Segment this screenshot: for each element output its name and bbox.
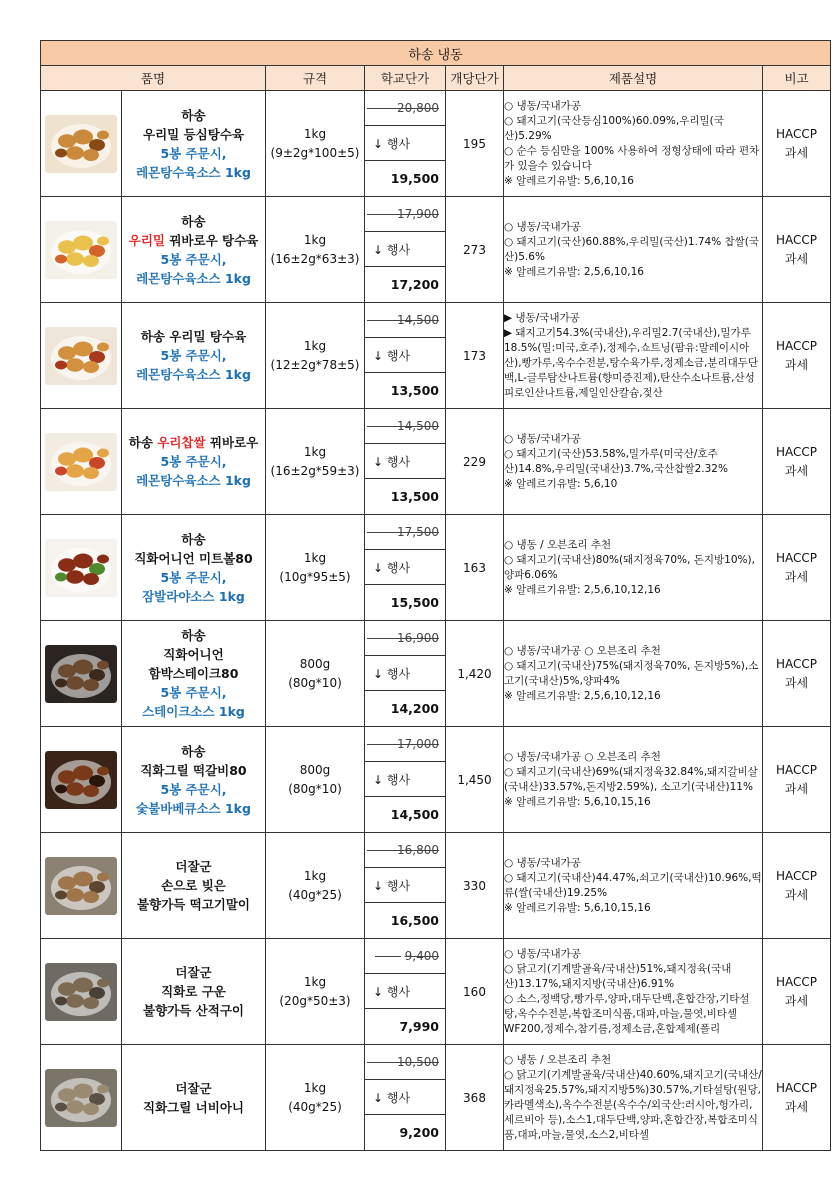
product-name-line: 5봉 주문시,: [160, 685, 227, 700]
sale-price: 14,200: [390, 701, 439, 716]
spec-line: 800g: [299, 762, 331, 777]
description-line: ※ 알레르기유발: 5,6,10,16: [504, 174, 634, 187]
product-spec: [266, 1045, 365, 1151]
product-spec: [266, 727, 365, 833]
product-description: [504, 197, 763, 303]
spec-line: 1kg: [303, 126, 327, 141]
school-price: [365, 727, 446, 833]
note-line: HACCP: [776, 762, 818, 777]
product-photo: [45, 221, 117, 279]
product-name-line: 하송: [181, 628, 206, 643]
food-photo-icon: [45, 327, 117, 385]
table-row: [41, 939, 831, 1045]
note-line: HACCP: [776, 974, 818, 989]
product-name-line: 함박스테이크80: [148, 666, 239, 681]
product-name-line: 레몬탕수육소스 1kg: [136, 473, 251, 488]
note-line: HACCP: [776, 550, 818, 565]
original-price-row: [365, 939, 445, 974]
food-photo-icon: [45, 1069, 117, 1127]
product-name-line: 하송: [181, 531, 206, 547]
table-row: [41, 621, 831, 727]
product-name-line: 5봉 주문시,: [160, 348, 227, 363]
product-spec: [266, 197, 365, 303]
product-name-line: 하송: [181, 107, 206, 123]
description-line: ○ 냉동/국내가공: [504, 220, 581, 233]
original-price: 17,000: [367, 737, 439, 751]
description-line: ※ 알레르기유발: 2,5,6,10,16: [504, 265, 644, 278]
product-note: [763, 515, 831, 621]
table-row: [41, 727, 831, 833]
product-note: [763, 833, 831, 939]
unit-price: 1,420: [446, 621, 504, 727]
spec-line: (16±2g*63±3): [270, 251, 360, 266]
product-description: [504, 833, 763, 939]
description-line: ○ 돼지고기(국내산)44.47%,쇠고기(국내산)10.96%,떡류(쌀(국내산)19.25%: [504, 871, 762, 899]
product-spec: [266, 303, 365, 409]
food-photo-icon: [45, 539, 117, 597]
note-line: 과세: [784, 993, 809, 1008]
food-photo-icon: [45, 433, 117, 491]
product-name-line: 하송 우리밀 탕수육: [140, 329, 247, 344]
unit-price: 330: [446, 833, 504, 939]
sale-price: 16,500: [390, 913, 439, 928]
food-photo-icon: [45, 963, 117, 1021]
product-name: [122, 197, 266, 303]
product-spec: [266, 409, 365, 515]
spec-line: 1kg: [303, 338, 327, 353]
product-description: [504, 621, 763, 727]
spec-line: 800g: [299, 656, 331, 671]
spec-line: (20g*50±3): [279, 993, 351, 1008]
product-note: [763, 409, 831, 515]
original-price-row: [365, 303, 445, 338]
spec-line: 1kg: [303, 550, 327, 565]
description-block: [504, 197, 762, 302]
product-description: [504, 91, 763, 197]
description-block: [504, 727, 762, 832]
original-price: 17,900: [367, 207, 439, 221]
note-line: 과세: [784, 1099, 809, 1114]
product-name-part: 하송: [128, 435, 158, 450]
sale-price: 15,500: [390, 595, 439, 610]
product-name-line: [122, 433, 265, 452]
header-school-price: 학교단가: [365, 66, 446, 91]
product-photo: [45, 963, 117, 1021]
event-label: ↓ 행사: [365, 762, 445, 797]
product-photo: [45, 751, 117, 809]
product-image-cell: [41, 197, 122, 303]
event-label: ↓ 행사: [365, 868, 445, 903]
sale-price: 19,500: [390, 171, 439, 186]
sale-price: 17,200: [390, 277, 439, 292]
unit-price: 160: [446, 939, 504, 1045]
product-name-part: 우리찹쌀: [157, 435, 206, 450]
note-line: HACCP: [776, 232, 818, 247]
product-name: [122, 515, 266, 621]
event-label: ↓ 행사: [365, 1080, 445, 1115]
table-row: [41, 515, 831, 621]
event-label: ↓ 행사: [365, 232, 445, 267]
description-line: ○ 돼지고기(국내산)69%(돼지정육32.84%,돼지갈비살(국내산)33.57%,돈지방2.59%), 소고기(국내산)11%: [504, 765, 758, 793]
unit-price: 173: [446, 303, 504, 409]
spec-line: (10g*95±5): [279, 569, 351, 584]
note-line: HACCP: [776, 338, 818, 353]
product-name: [122, 409, 266, 515]
header-product-name: 품명: [41, 66, 266, 91]
original-price: 20,800: [367, 101, 439, 115]
product-note: [763, 91, 831, 197]
product-name-line: 손으로 빚은: [161, 878, 226, 893]
product-image-cell: [41, 1045, 122, 1151]
product-name-line: 직화어니언 미트볼80: [134, 550, 253, 566]
product-name: [122, 833, 266, 939]
spec-line: 1kg: [303, 232, 327, 247]
product-description: [504, 1045, 763, 1151]
spec-line: (16±2g*59±3): [270, 463, 360, 478]
product-note: [763, 1045, 831, 1151]
product-note: [763, 939, 831, 1045]
spec-line: (40g*25): [288, 887, 342, 902]
food-photo-icon: [45, 751, 117, 809]
note-line: 과세: [784, 887, 809, 902]
description-block: [504, 515, 762, 620]
original-price: 17,500: [367, 525, 439, 539]
product-spec: [266, 91, 365, 197]
description-line: ○ 냉동 / 오븐조리 추천: [504, 538, 612, 551]
product-name-line: 하송: [181, 213, 206, 229]
event-label: ↓ 행사: [365, 550, 445, 585]
table-row: [41, 833, 831, 939]
product-photo: [45, 433, 117, 491]
product-name-line: 5봉 주문시,: [160, 569, 227, 585]
spec-line: (9±2g*100±5): [270, 145, 360, 160]
unit-price: 273: [446, 197, 504, 303]
product-name-line: 스테이크소스 1kg: [142, 704, 245, 719]
table-title-row: [41, 41, 831, 66]
product-photo: [45, 539, 117, 597]
product-photo: [45, 1069, 117, 1127]
sale-price: 14,500: [390, 807, 439, 822]
product-name-line: 더잘군: [175, 1080, 212, 1096]
unit-price: 195: [446, 91, 504, 197]
product-name-line: 우리밀 등심탕수육: [143, 126, 244, 142]
note-line: 과세: [784, 781, 809, 796]
product-name: [122, 727, 266, 833]
description-line: ▶ 돼지고기54.3%(국내산),우리밀2.7(국내산),밀가루18.5%(밀:미국,호주),정제수,쇼트닝(팜유:말레이시아산),빵가루,옥수수전분,탕수육가루,정제소금,분리대두단백,L-글루탐산나트륨(향미증진제),탄산수소나트륨,산성피로인산나트륨,제일인산칼슘,젖산: [504, 326, 759, 399]
product-name: [122, 621, 266, 727]
product-description: [504, 515, 763, 621]
product-name: [122, 1045, 266, 1151]
note-line: 과세: [784, 675, 809, 690]
school-price: [365, 197, 446, 303]
product-name-line: 직화그릴 떡갈비80: [140, 762, 247, 778]
description-line: ○ 냉동/국내가공: [504, 947, 581, 960]
school-price: [365, 91, 446, 197]
event-label: ↓ 행사: [365, 656, 445, 691]
product-note: [763, 197, 831, 303]
description-line: ※ 알레르기유발: 5,6,10: [504, 477, 618, 490]
product-name-line: 5봉 주문시,: [160, 251, 227, 267]
product-spec: [266, 939, 365, 1045]
description-block: [504, 91, 762, 196]
product-image-cell: [41, 727, 122, 833]
description-line: ※ 알레르기유발: 2,5,6,10,12,16: [504, 689, 661, 702]
description-line: ○ 냉동/국내가공: [504, 432, 581, 445]
original-price: 10,500: [367, 1055, 439, 1069]
original-price: 16,800: [367, 843, 439, 857]
original-price: 16,900: [367, 631, 439, 645]
table-row: [41, 303, 831, 409]
description-line: ※ 알레르기유발: 5,6,10,15,16: [504, 901, 651, 914]
product-name-line: 직화그릴 너비아니: [143, 1099, 244, 1115]
sale-price: 13,500: [390, 489, 439, 504]
header-note: 비고: [763, 66, 831, 91]
product-name-line: 5봉 주문시,: [160, 454, 227, 469]
description-line: ○ 닭고기(기계발골육/국내산)40.60%,돼지고기(국내산/돼지정육25.57%,돼지지방5%)30.57%,기타설탕(원당,카라멜색소),옥수수전분(옥수수/외국산:러시아,헝가리,세르비아 등),소스1,대두단백,양파,혼합간장,복합조미식품,대파,마늘,물엿,소스2,비타셀: [504, 1068, 762, 1141]
product-name-line: 더잘군: [175, 859, 212, 874]
note-line: 과세: [784, 357, 809, 372]
food-photo-icon: [45, 857, 117, 915]
description-block: [504, 303, 762, 408]
note-line: HACCP: [776, 126, 818, 141]
product-name-line: 하송: [181, 743, 206, 759]
description-line: ○ 닭고기(기계발골육/국내산)51%,돼지정육(국내산)13.17%,돼지지방(국내산)6.91%: [504, 962, 732, 990]
product-table: [40, 40, 831, 1151]
event-label: ↓ 행사: [365, 444, 445, 479]
description-line: ○ 냉동/국내가공: [504, 856, 581, 869]
header-description: 제품설명: [504, 66, 763, 91]
note-line: HACCP: [776, 1080, 818, 1095]
original-price-row: [365, 91, 445, 126]
spec-line: (12±2g*78±5): [270, 357, 360, 372]
product-name-line: 직화로 구운: [161, 984, 226, 999]
product-name-line: 직화어니언: [163, 647, 224, 662]
description-line: ○ 돼지고기(국산등심100%)60.09%,우리밀(국산)5.29%: [504, 114, 724, 142]
table-row: [41, 409, 831, 515]
product-image-cell: [41, 515, 122, 621]
product-name-part: 꿔바로우 탕수육: [165, 232, 259, 248]
note-line: 과세: [784, 145, 809, 160]
table-row: [41, 1045, 831, 1151]
description-line: ○ 돼지고기(국산)53.58%,밀가루(미국산/호주산)14.8%,우리밀(국내산)3.7%,국산찹쌀2.32%: [504, 447, 728, 475]
table-row: [41, 91, 831, 197]
note-line: 과세: [784, 463, 809, 478]
description-line: ○ 소스,정백당,빵가루,양파,대두단백,혼합간장,기타설탕,옥수수전분,복합조미식품,대파,마늘,물엿,비타셀WF200,정제수,참기름,정제소금,혼합제제(폴리: [504, 992, 750, 1035]
product-name-line: 더잘군: [175, 965, 212, 980]
header-spec: 규격: [266, 66, 365, 91]
original-price: 9,400: [375, 949, 439, 963]
description-line: ○ 냉동/국내가공 ○ 오븐조리 추천: [504, 644, 661, 657]
description-block: [504, 621, 762, 726]
product-name-line: 레몬탕수육소스 1kg: [136, 270, 251, 286]
school-price: [365, 515, 446, 621]
product-description: [504, 727, 763, 833]
product-image-cell: [41, 939, 122, 1045]
description-line: ○ 돼지고기(국내산)80%(돼지정육70%, 돈지방10%), 양파6.06%: [504, 553, 755, 581]
spec-line: 1kg: [303, 444, 327, 459]
original-price-row: [365, 409, 445, 444]
original-price-row: [365, 727, 445, 762]
product-name-line: 불향가득 떡고기말이: [136, 897, 251, 912]
school-price: [365, 303, 446, 409]
product-image-cell: [41, 409, 122, 515]
product-name-line: 레몬탕수육소스 1kg: [136, 164, 251, 180]
note-line: HACCP: [776, 444, 818, 459]
sale-price: 7,990: [399, 1019, 439, 1034]
description-line: ○ 냉동/국내가공 ○ 오븐조리 추천: [504, 750, 661, 763]
product-description: [504, 303, 763, 409]
note-line: HACCP: [776, 868, 818, 883]
note-line: 과세: [784, 251, 809, 266]
product-name-line: 5봉 주문시,: [160, 781, 227, 797]
food-photo-icon: [45, 115, 117, 173]
description-block: [504, 409, 762, 514]
sale-price: 9,200: [399, 1125, 439, 1140]
event-label: ↓ 행사: [365, 338, 445, 373]
product-image-cell: [41, 303, 122, 409]
product-name-part: 우리밀: [128, 232, 165, 248]
event-label: ↓ 행사: [365, 126, 445, 161]
description-line: ▶ 냉동/국내가공: [504, 311, 580, 324]
product-name: [122, 939, 266, 1045]
table-header-row: [41, 66, 831, 91]
product-spec: [266, 833, 365, 939]
food-photo-icon: [45, 645, 117, 703]
spec-line: 1kg: [303, 868, 327, 883]
original-price-row: [365, 621, 445, 656]
product-note: [763, 727, 831, 833]
table-title: 하송 냉동: [41, 41, 831, 66]
description-block: [504, 939, 762, 1044]
product-name-line: [122, 231, 265, 250]
description-line: ○ 냉동 / 오븐조리 추천: [504, 1053, 612, 1066]
unit-price: 368: [446, 1045, 504, 1151]
description-line: ※ 알레르기유발: 5,6,10,15,16: [504, 795, 651, 808]
product-photo: [45, 645, 117, 703]
product-image-cell: [41, 621, 122, 727]
product-photo: [45, 115, 117, 173]
event-label: ↓ 행사: [365, 974, 445, 1009]
product-note: [763, 621, 831, 727]
original-price-row: [365, 833, 445, 868]
school-price: [365, 939, 446, 1045]
product-name-line: 숯불바베큐소스 1kg: [136, 800, 251, 816]
product-name-line: 불향가득 산적구이: [143, 1003, 244, 1018]
note-line: HACCP: [776, 656, 818, 671]
note-line: 과세: [784, 569, 809, 584]
product-spec: [266, 621, 365, 727]
spec-line: (80g*10): [288, 781, 342, 796]
product-name: [122, 303, 266, 409]
school-price: [365, 621, 446, 727]
original-price-row: [365, 515, 445, 550]
description-line: ○ 냉동/국내가공: [504, 99, 581, 112]
school-price: [365, 833, 446, 939]
original-price: 14,500: [367, 419, 439, 433]
description-line: ※ 알레르기유발: 2,5,6,10,12,16: [504, 583, 661, 596]
product-name-part: 꿔바로우: [205, 435, 259, 450]
original-price: 14,500: [367, 313, 439, 327]
product-spec: [266, 515, 365, 621]
product-image-cell: [41, 91, 122, 197]
spec-line: 1kg: [303, 974, 327, 989]
product-note: [763, 303, 831, 409]
description-block: [504, 833, 762, 938]
school-price: [365, 409, 446, 515]
sale-price: 13,500: [390, 383, 439, 398]
product-photo: [45, 857, 117, 915]
product-name: [122, 91, 266, 197]
description-block: [504, 1045, 762, 1150]
description-line: ○ 순수 등심만을 100% 사용하여 정형상태에 따라 편차가 있을수 있습니다: [504, 144, 760, 172]
unit-price: 229: [446, 409, 504, 515]
product-name-line: 레몬탕수육소스 1kg: [136, 367, 251, 382]
spec-line: (40g*25): [288, 1099, 342, 1114]
product-photo: [45, 327, 117, 385]
product-name-line: 5봉 주문시,: [160, 145, 227, 161]
product-image-cell: [41, 833, 122, 939]
description-line: ○ 돼지고기(국산)60.88%,우리밀(국산)1.74% 찹쌀(국산)5.6%: [504, 235, 760, 263]
table-row: [41, 197, 831, 303]
school-price: [365, 1045, 446, 1151]
original-price-row: [365, 1045, 445, 1080]
original-price-row: [365, 197, 445, 232]
product-name-line: 잠발라야소스 1kg: [142, 588, 245, 604]
food-photo-icon: [45, 221, 117, 279]
unit-price: 163: [446, 515, 504, 621]
description-line: ○ 돼지고기(국내산)75%(돼지정육70%, 돈지방5%),소고기(국내산)5%,양파4%: [504, 659, 759, 687]
spec-line: 1kg: [303, 1080, 327, 1095]
product-description: [504, 409, 763, 515]
header-unit-price: 개당단가: [446, 66, 504, 91]
spec-line: (80g*10): [288, 675, 342, 690]
unit-price: 1,450: [446, 727, 504, 833]
product-description: [504, 939, 763, 1045]
